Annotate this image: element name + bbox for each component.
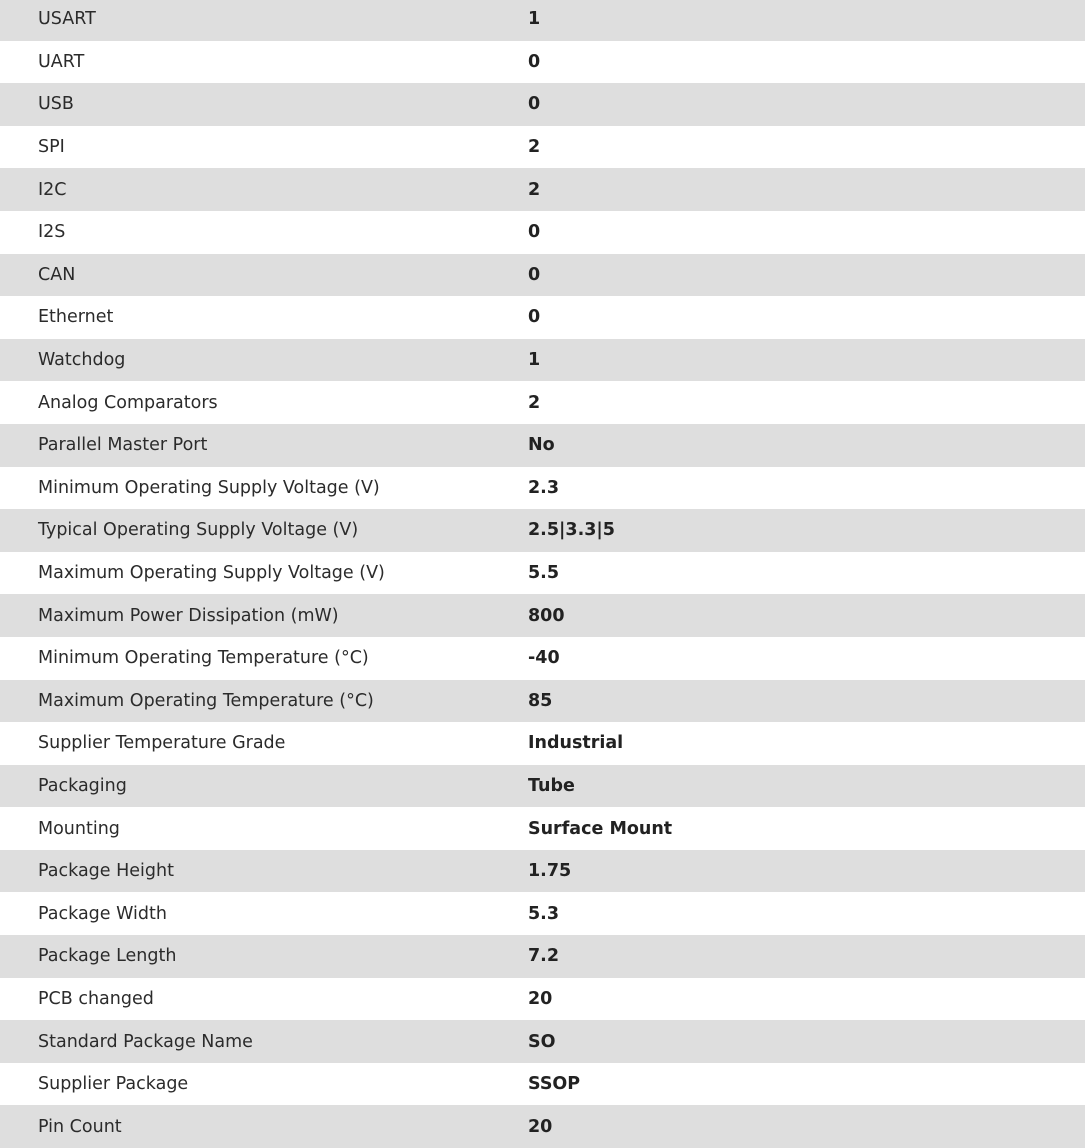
- spec-label: Package Height: [38, 861, 174, 882]
- spec-row-supplier-package: [0, 1063, 1085, 1106]
- spec-row-can: [0, 254, 1085, 297]
- spec-row-usb: [0, 83, 1085, 126]
- spec-row-pin-count: [0, 1105, 1085, 1148]
- spec-value: 0: [528, 222, 541, 243]
- spec-value: Surface Mount: [528, 818, 673, 839]
- spec-label: Supplier Temperature Grade: [38, 733, 286, 754]
- spec-row-package-length: [0, 935, 1085, 978]
- spec-label: CAN: [38, 264, 76, 285]
- spec-value: 800: [528, 605, 565, 626]
- spec-label: Packaging: [38, 775, 127, 796]
- spec-row-max-operating-temperature: [0, 680, 1085, 723]
- spec-row-spi: [0, 126, 1085, 169]
- spec-value: 20: [528, 988, 553, 1009]
- spec-label: Maximum Operating Supply Voltage (V): [38, 563, 385, 584]
- spec-value: 0: [528, 51, 541, 72]
- spec-label: USB: [38, 94, 74, 115]
- spec-label: I2C: [38, 179, 67, 200]
- spec-label: Minimum Operating Temperature (°C): [38, 648, 369, 669]
- spec-value: SSOP: [528, 1074, 581, 1095]
- spec-label: USART: [38, 9, 96, 30]
- spec-label: Standard Package Name: [38, 1031, 253, 1052]
- spec-label: Typical Operating Supply Voltage (V): [38, 520, 359, 541]
- spec-row-min-operating-temperature: [0, 637, 1085, 680]
- spec-value: 2: [528, 179, 541, 200]
- spec-row-max-supply-voltage: [0, 552, 1085, 595]
- spec-value: 0: [528, 94, 541, 115]
- spec-row-standard-package-name: [0, 1020, 1085, 1063]
- spec-label: Ethernet: [38, 307, 114, 328]
- spec-row-mounting: [0, 807, 1085, 850]
- spec-value: 0: [528, 307, 541, 328]
- spec-value: -40: [528, 648, 560, 669]
- spec-label: Package Length: [38, 946, 177, 967]
- spec-value: 1: [528, 350, 541, 371]
- spec-label: I2S: [38, 222, 66, 243]
- spec-label: Parallel Master Port: [38, 435, 208, 456]
- spec-label: Minimum Operating Supply Voltage (V): [38, 477, 380, 498]
- spec-label: UART: [38, 51, 85, 72]
- spec-label: Mounting: [38, 818, 120, 839]
- spec-row-i2s: [0, 211, 1085, 254]
- spec-label: Package Width: [38, 903, 167, 924]
- spec-label: Maximum Power Dissipation (mW): [38, 605, 339, 626]
- spec-row-usart: [0, 0, 1085, 41]
- spec-row-packaging: [0, 765, 1085, 808]
- spec-label: Supplier Package: [38, 1074, 189, 1095]
- spec-value: SO: [528, 1031, 556, 1052]
- spec-value: 20: [528, 1116, 553, 1137]
- spec-value: 5.5: [528, 563, 560, 584]
- spec-value: 1.75: [528, 861, 572, 882]
- spec-value: Industrial: [528, 733, 624, 754]
- spec-label: PCB changed: [38, 988, 154, 1009]
- spec-row-analog-comparators: [0, 381, 1085, 424]
- spec-row-max-power-dissipation: [0, 594, 1085, 637]
- spec-row-ethernet: [0, 296, 1085, 339]
- spec-row-typical-supply-voltage: [0, 509, 1085, 552]
- spec-label: Pin Count: [38, 1116, 122, 1137]
- spec-row-min-supply-voltage: [0, 467, 1085, 510]
- spec-row-watchdog: [0, 339, 1085, 382]
- spec-row-package-height: [0, 850, 1085, 893]
- spec-value: 0: [528, 264, 541, 285]
- spec-label: Watchdog: [38, 350, 126, 371]
- spec-row-uart: [0, 41, 1085, 84]
- spec-row-pcb-changed: [0, 978, 1085, 1021]
- spec-value: 2: [528, 137, 541, 158]
- spec-row-package-width: [0, 892, 1085, 935]
- spec-value: 2.5|3.3|5: [528, 520, 615, 541]
- spec-value: Tube: [528, 775, 575, 796]
- spec-row-parallel-master-port: [0, 424, 1085, 467]
- spec-label: Maximum Operating Temperature (°C): [38, 690, 374, 711]
- spec-row-supplier-temperature-grade: [0, 722, 1085, 765]
- spec-label: Analog Comparators: [38, 392, 218, 413]
- spec-row-i2c: [0, 168, 1085, 211]
- spec-label: SPI: [38, 137, 65, 158]
- spec-value: 7.2: [528, 946, 560, 967]
- spec-value: 5.3: [528, 903, 560, 924]
- spec-value: 2: [528, 392, 541, 413]
- spec-value: 1: [528, 9, 541, 30]
- spec-value: 2.3: [528, 477, 560, 498]
- spec-value: 85: [528, 690, 553, 711]
- spec-value: No: [528, 435, 555, 456]
